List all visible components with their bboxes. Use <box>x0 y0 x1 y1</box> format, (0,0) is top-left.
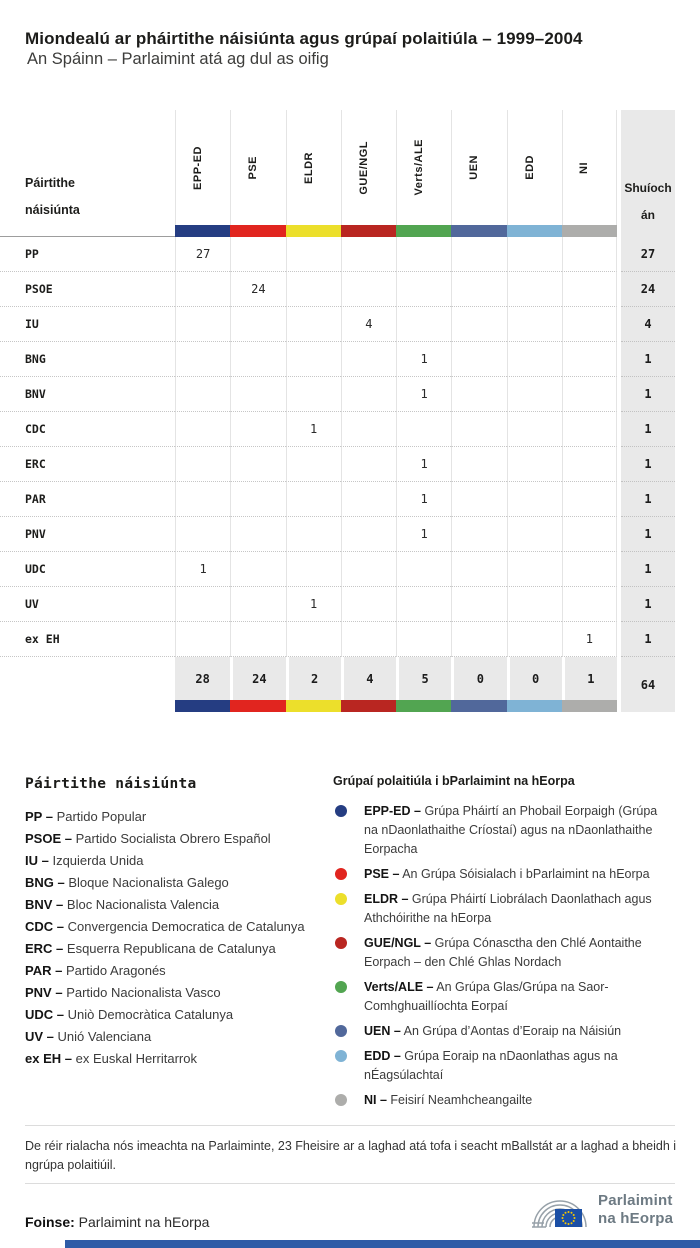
party-code: UDC – <box>25 1007 65 1022</box>
party-label: PNV <box>0 517 175 552</box>
col-header-label: GUE/NGL <box>357 140 370 195</box>
group-color-bar <box>451 700 506 712</box>
group-color-dot <box>335 981 347 993</box>
party-code: UV – <box>25 1029 54 1044</box>
group-color-dot <box>335 868 347 880</box>
totals-cell: 5 <box>396 657 451 700</box>
table-cell <box>396 307 451 342</box>
seats-cell: 1 <box>621 552 675 587</box>
group-color-dot <box>335 1025 347 1037</box>
totals-cell: 0 <box>451 657 506 700</box>
group-color-swatch <box>175 225 230 237</box>
party-legend-item <box>25 960 333 982</box>
table-cell <box>230 412 285 447</box>
party-legend-item <box>25 1026 333 1048</box>
table-cell <box>562 377 617 412</box>
table-cell: 24 <box>230 272 285 307</box>
table-cell: 4 <box>341 307 396 342</box>
table-cell <box>507 622 562 657</box>
col-header-label: UEN <box>468 155 481 180</box>
table-cell <box>562 342 617 377</box>
group-legend-item <box>333 1091 673 1110</box>
table-cell <box>451 237 506 272</box>
group-code: Verts/ALE – <box>364 980 434 994</box>
table-cell <box>396 552 451 587</box>
seats-cell: 4 <box>621 307 675 342</box>
seats-cell: 1 <box>621 622 675 657</box>
party-code: PNV – <box>25 985 63 1000</box>
source-value: Parlaimint na hEorpa <box>78 1214 210 1230</box>
col-header-label: Verts/ALE <box>413 139 426 196</box>
group-color-swatch <box>451 225 506 237</box>
seats-cell: 24 <box>621 272 675 307</box>
party-label: BNV <box>0 377 175 412</box>
table-cell <box>507 377 562 412</box>
footer-bar <box>65 1240 700 1248</box>
col-header-EPP-ED <box>175 110 230 225</box>
page-subtitle: An Spáinn – Parlaimint atá ag dul as oifig <box>27 50 329 68</box>
col-header-ELDR <box>286 110 341 225</box>
legend-national-parties <box>0 770 333 1116</box>
party-name: ex Euskal Herritarrok <box>71 1051 197 1066</box>
party-name: Izquierda Unida <box>48 853 144 868</box>
table-cell <box>451 272 506 307</box>
party-legend-item <box>25 938 333 960</box>
source-line <box>25 1214 209 1230</box>
table-cell <box>175 412 230 447</box>
group-color-bar <box>507 700 562 712</box>
group-legend-list <box>333 802 673 1110</box>
table-cell <box>396 622 451 657</box>
col-header-label: PSE <box>247 155 260 180</box>
col-header-PSE <box>230 110 285 225</box>
table-cell <box>451 377 506 412</box>
table-cell: 1 <box>286 587 341 622</box>
party-label: ERC <box>0 447 175 482</box>
table-cell <box>341 552 396 587</box>
group-desc-text: An Grúpa Sóisialach i bParlaimint na hEorpa <box>399 867 650 881</box>
table-cell <box>341 517 396 552</box>
col-header-label: EDD <box>523 155 536 180</box>
party-label: ex EH <box>0 622 175 657</box>
party-legend-item <box>25 1004 333 1026</box>
group-color-swatch <box>507 225 562 237</box>
party-name: Partido Nacionalista Vasco <box>62 985 221 1000</box>
group-legend-item <box>333 1022 673 1041</box>
table-cell <box>286 552 341 587</box>
group-desc <box>364 1091 660 1110</box>
party-legend-item <box>25 916 333 938</box>
col-header-UEN <box>451 110 506 225</box>
table-cell <box>562 237 617 272</box>
table-cell <box>286 307 341 342</box>
col-header-label: EPP-ED <box>192 145 205 190</box>
party-name: Bloque Nacionalista Galego <box>64 875 229 890</box>
table-cell: 1 <box>396 377 451 412</box>
party-name: Esquerra Republicana de Catalunya <box>63 941 276 956</box>
totals-cell: 4 <box>341 657 396 700</box>
table-cell <box>507 412 562 447</box>
table-cell <box>175 517 230 552</box>
table-cell <box>396 587 451 622</box>
table-cell <box>507 272 562 307</box>
table-cell <box>507 517 562 552</box>
table-cell <box>286 377 341 412</box>
table-cell <box>451 587 506 622</box>
table-cell <box>562 412 617 447</box>
party-label: PAR <box>0 482 175 517</box>
table-cell <box>230 517 285 552</box>
table-cell <box>230 237 285 272</box>
table-cell <box>562 307 617 342</box>
table-cell <box>396 272 451 307</box>
table-cell: 1 <box>396 517 451 552</box>
table-cell <box>230 377 285 412</box>
group-desc-text: Grúpa Cónasctha den Chlé Aontaithe Eorpach – den Chlé Ghlas Nordach <box>364 936 642 969</box>
group-color-dot <box>335 1050 347 1062</box>
table-cell <box>507 482 562 517</box>
col-header-GUE/NGL <box>341 110 396 225</box>
party-name: Partido Socialista Obrero Español <box>71 831 271 846</box>
table-cell <box>507 552 562 587</box>
source-label: Foinse: <box>25 1214 75 1230</box>
seats-table <box>0 110 675 712</box>
party-code: PP – <box>25 809 53 824</box>
group-color-swatch <box>341 225 396 237</box>
party-code: ex EH – <box>25 1051 72 1066</box>
table-cell <box>396 237 451 272</box>
party-label: UV <box>0 587 175 622</box>
group-legend-item <box>333 1047 673 1085</box>
group-desc <box>364 934 660 972</box>
table-cell <box>451 517 506 552</box>
group-legend-item <box>333 934 673 972</box>
seats-cell: 1 <box>621 412 675 447</box>
party-legend-item <box>25 982 333 1004</box>
page-title: Miondealú ar pháirtithe náisiúnta agus grúpaí polaitiúla – 1999–2004 <box>25 29 583 49</box>
party-code: CDC – <box>25 919 65 934</box>
seats-cell: 1 <box>621 482 675 517</box>
table-cell: 1 <box>396 447 451 482</box>
group-color-bar <box>341 700 396 712</box>
party-label: IU <box>0 307 175 342</box>
party-code: BNV – <box>25 897 64 912</box>
table-cell <box>341 237 396 272</box>
party-name: Partido Popular <box>52 809 147 824</box>
table-cell <box>451 307 506 342</box>
col-header-label: ELDR <box>302 151 315 184</box>
group-color-dot <box>335 805 347 817</box>
party-legend-item <box>25 806 333 828</box>
col-header-label: NI <box>578 161 591 174</box>
table-cell <box>341 412 396 447</box>
totals-cell: 0 <box>507 657 562 700</box>
table-cell <box>341 377 396 412</box>
party-name: Unió Valenciana <box>53 1029 152 1044</box>
table-cell <box>175 622 230 657</box>
seats-cell: 1 <box>621 342 675 377</box>
table-cell <box>341 482 396 517</box>
group-desc <box>364 978 660 1016</box>
table-cell <box>175 587 230 622</box>
table-cell <box>230 622 285 657</box>
table-cell <box>562 482 617 517</box>
table-cell <box>230 307 285 342</box>
row-header-line: náisiúnta <box>25 203 80 217</box>
table-cell <box>230 342 285 377</box>
group-desc <box>364 890 660 928</box>
table-cell <box>451 447 506 482</box>
table-cell <box>230 552 285 587</box>
party-legend-item <box>25 828 333 850</box>
col-header-Verts/ALE <box>396 110 451 225</box>
party-code: PAR – <box>25 963 63 978</box>
group-desc-text: Grúpa Pháirtí an Phobail Eorpaigh (Grúpa na nDaonlathaithe Críostaí) agus na nDaonlathaithe Eorpacha <box>364 804 658 856</box>
table-cell <box>286 237 341 272</box>
group-color-dot <box>335 937 347 949</box>
group-code: EDD – <box>364 1049 401 1063</box>
group-code: GUE/NGL – <box>364 936 432 950</box>
divider <box>25 1125 675 1126</box>
party-name: Uniò Democràtica Catalunya <box>64 1007 234 1022</box>
table-cell <box>562 552 617 587</box>
group-color-bar <box>230 700 285 712</box>
party-legend-item <box>25 850 333 872</box>
totals-cell: 1 <box>562 657 617 700</box>
party-name: Bloc Nacionalista Valencia <box>63 897 220 912</box>
table-cell <box>341 622 396 657</box>
group-desc-text: Feisirí Neamhcheangailte <box>386 1093 533 1107</box>
group-desc-text: An Grúpa Glas/Grúpa na Saor-Comhghuaillíochta Eorpaí <box>364 980 609 1013</box>
table-cell: 1 <box>175 552 230 587</box>
table-cell: 1 <box>396 482 451 517</box>
group-code: PSE – <box>364 867 400 881</box>
table-cell <box>230 587 285 622</box>
group-code: UEN – <box>364 1024 401 1038</box>
table-cell <box>507 237 562 272</box>
table-cell <box>451 342 506 377</box>
party-code: PSOE – <box>25 831 72 846</box>
party-legend-list <box>25 806 333 1070</box>
table-cell <box>562 517 617 552</box>
table-cell <box>230 482 285 517</box>
table-cell <box>230 447 285 482</box>
table-cell <box>507 447 562 482</box>
legend-parties-heading: Páirtithe náisiúnta <box>25 776 197 792</box>
table-cell <box>341 447 396 482</box>
legend-political-groups <box>333 770 673 1116</box>
party-name: Convergencia Democratica de Catalunya <box>64 919 305 934</box>
party-name: Partido Aragonés <box>62 963 166 978</box>
seats-cell: 27 <box>621 237 675 272</box>
group-desc <box>364 802 660 859</box>
group-desc-text: An Grúpa d’Aontas d’Eoraip na Náisiún <box>400 1024 622 1038</box>
table-cell <box>507 307 562 342</box>
ep-logo-line1: Parlaimint <box>598 1192 673 1209</box>
group-color-bar <box>175 700 230 712</box>
seats-cell: 1 <box>621 447 675 482</box>
table-cell <box>286 447 341 482</box>
table-cell <box>562 447 617 482</box>
seats-cell: 1 <box>621 517 675 552</box>
table-cell <box>341 272 396 307</box>
group-code: ELDR – <box>364 892 409 906</box>
group-color-bar <box>562 700 617 712</box>
party-code: IU – <box>25 853 49 868</box>
party-label: PSOE <box>0 272 175 307</box>
table-cell: 27 <box>175 237 230 272</box>
party-code: ERC – <box>25 941 64 956</box>
party-label: CDC <box>0 412 175 447</box>
table-cell <box>175 377 230 412</box>
party-code: BNG – <box>25 875 65 890</box>
group-desc <box>364 1047 660 1085</box>
table-cell <box>175 342 230 377</box>
table-cell <box>451 552 506 587</box>
col-header-seats <box>621 110 675 237</box>
table-cell <box>286 622 341 657</box>
group-code: EPP-ED – <box>364 804 421 818</box>
party-label: PP <box>0 237 175 272</box>
row-header-line: Páirtithe <box>25 176 76 190</box>
group-code: NI – <box>364 1093 387 1107</box>
table-cell <box>451 412 506 447</box>
ep-hemicycle-icon <box>528 1183 590 1236</box>
seats-cell: 1 <box>621 377 675 412</box>
table-cell <box>175 482 230 517</box>
group-color-bar <box>286 700 341 712</box>
group-desc-text: Grúpa Eoraip na nDaonlathas agus na nÉagsúlachtaí <box>364 1049 618 1082</box>
legend-section <box>0 770 700 1116</box>
legend-groups-heading: Grúpaí polaitiúla i bParlaimint na hEorpa <box>333 774 575 788</box>
party-legend-item <box>25 1048 333 1070</box>
table-cell: 1 <box>562 622 617 657</box>
table-cell <box>451 482 506 517</box>
group-legend-item <box>333 865 673 884</box>
table-cell <box>341 342 396 377</box>
seats-header-label: Shuíochán <box>624 181 672 222</box>
table-cell: 1 <box>396 342 451 377</box>
party-label: UDC <box>0 552 175 587</box>
group-legend-item <box>333 802 673 859</box>
table-cell <box>286 272 341 307</box>
totals-seats-cell: 64 <box>621 657 675 712</box>
table-cell <box>286 482 341 517</box>
table-cell <box>175 447 230 482</box>
seats-cell: 1 <box>621 587 675 622</box>
col-header-EDD <box>507 110 562 225</box>
group-color-swatch <box>396 225 451 237</box>
table-cell <box>451 622 506 657</box>
ep-logo <box>528 1183 673 1236</box>
party-legend-item <box>25 894 333 916</box>
col-header-NI <box>562 110 617 225</box>
table-cell <box>562 272 617 307</box>
group-desc <box>364 1022 660 1041</box>
table-cell <box>175 307 230 342</box>
group-color-bar <box>396 700 451 712</box>
table-cell <box>507 587 562 622</box>
ep-logo-line2: na hEorpa <box>598 1209 674 1227</box>
table-cell <box>507 342 562 377</box>
group-color-swatch <box>562 225 617 237</box>
group-color-swatch <box>230 225 285 237</box>
table-cell: 1 <box>286 412 341 447</box>
table-cell <box>396 412 451 447</box>
group-legend-item <box>333 890 673 928</box>
footnote: De réir rialacha nós imeachta na Parlaiminte, 23 Fheisire ar a laghad atá tofa i seacht mBallstát ar a laghad a bheidh i ngrúpa polaitiúil. <box>25 1139 677 1172</box>
totals-cell: 24 <box>230 657 285 700</box>
party-legend-item <box>25 872 333 894</box>
table-cell <box>286 517 341 552</box>
table-cell <box>286 342 341 377</box>
table-cell <box>175 272 230 307</box>
group-color-swatch <box>286 225 341 237</box>
totals-cell: 28 <box>175 657 230 700</box>
group-color-dot <box>335 893 347 905</box>
totals-cell: 2 <box>286 657 341 700</box>
party-label: BNG <box>0 342 175 377</box>
group-legend-item <box>333 978 673 1016</box>
group-desc-text: Grúpa Pháirtí Liobrálach Daonlathach agus Athchóirithe na hEorpa <box>364 892 652 925</box>
group-color-dot <box>335 1094 347 1106</box>
ep-logo-text <box>598 1192 673 1227</box>
table-cell <box>562 587 617 622</box>
table-row-header <box>0 110 175 237</box>
table-cell <box>341 587 396 622</box>
group-desc <box>364 865 660 884</box>
